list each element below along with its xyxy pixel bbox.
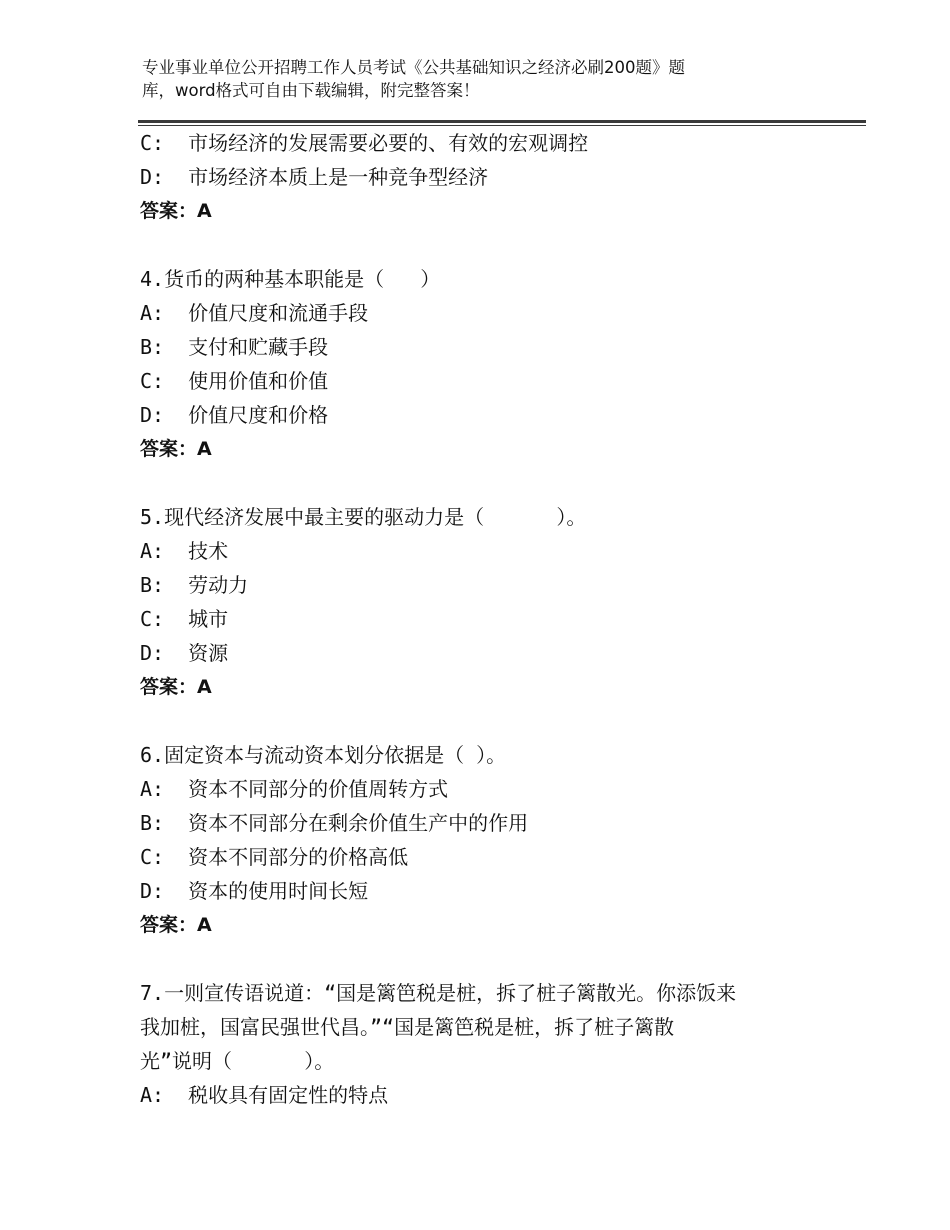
question-5 xyxy=(140,500,820,704)
question-6 xyxy=(140,738,820,942)
document-header xyxy=(142,56,802,102)
option-d: D: 价值尺度和价格 xyxy=(140,403,329,427)
question-7 xyxy=(140,976,820,1112)
spacer xyxy=(140,466,820,500)
question-3-tail xyxy=(140,126,820,228)
option-c: C: 资本不同部分的价格高低 xyxy=(140,845,409,869)
header-title-line1: 专业事业单位公开招聘工作人员考试《公共基础知识之经济必刷200题》题 xyxy=(142,58,685,77)
question-list xyxy=(140,126,820,1112)
question-stem: 6.固定资本与流动资本划分依据是（ ）。 xyxy=(140,743,507,767)
question-stem: 5.现代经济发展中最主要的驱动力是（ ）。 xyxy=(140,505,587,529)
question-stem: 4.货币的两种基本职能是（ ） xyxy=(140,267,441,291)
option-c: C: 市场经济的发展需要必要的、有效的宏观调控 xyxy=(140,131,589,155)
spacer xyxy=(140,228,820,262)
question-stem-line1: 7.一则宣传语说道：“国是篱笆税是桩，拆了桩子篱散光。你添饭来 xyxy=(140,981,737,1005)
spacer xyxy=(140,704,820,738)
answer-label: 答案：A xyxy=(140,438,212,460)
option-a: A: 税收具有固定性的特点 xyxy=(140,1083,389,1107)
option-a: A: 资本不同部分的价值周转方式 xyxy=(140,777,449,801)
option-d: D: 资源 xyxy=(140,641,229,665)
option-b: B: 资本不同部分在剩余价值生产中的作用 xyxy=(140,811,529,835)
option-d: D: 资本的使用时间长短 xyxy=(140,879,369,903)
answer-label: 答案：A xyxy=(140,676,212,698)
option-a: A: 技术 xyxy=(140,539,229,563)
spacer xyxy=(140,942,820,976)
question-stem-line2: 我加桩，国富民强世代昌。”“国是篱笆税是桩，拆了桩子篱散 xyxy=(140,1015,675,1039)
option-b: B: 支付和贮藏手段 xyxy=(140,335,329,359)
option-c: C: 城市 xyxy=(140,607,229,631)
answer-label: 答案：A xyxy=(140,200,212,222)
answer-label: 答案：A xyxy=(140,914,212,936)
header-divider-thick xyxy=(138,120,866,123)
header-title-line2: 库，word格式可自由下载编辑，附完整答案！ xyxy=(142,81,480,100)
option-b: B: 劳动力 xyxy=(140,573,249,597)
option-a: A: 价值尺度和流通手段 xyxy=(140,301,369,325)
question-4 xyxy=(140,262,820,466)
option-d: D: 市场经济本质上是一种竞争型经济 xyxy=(140,165,489,189)
question-stem-line3: 光”说明（ ）。 xyxy=(140,1049,335,1073)
option-c: C: 使用价值和价值 xyxy=(140,369,329,393)
